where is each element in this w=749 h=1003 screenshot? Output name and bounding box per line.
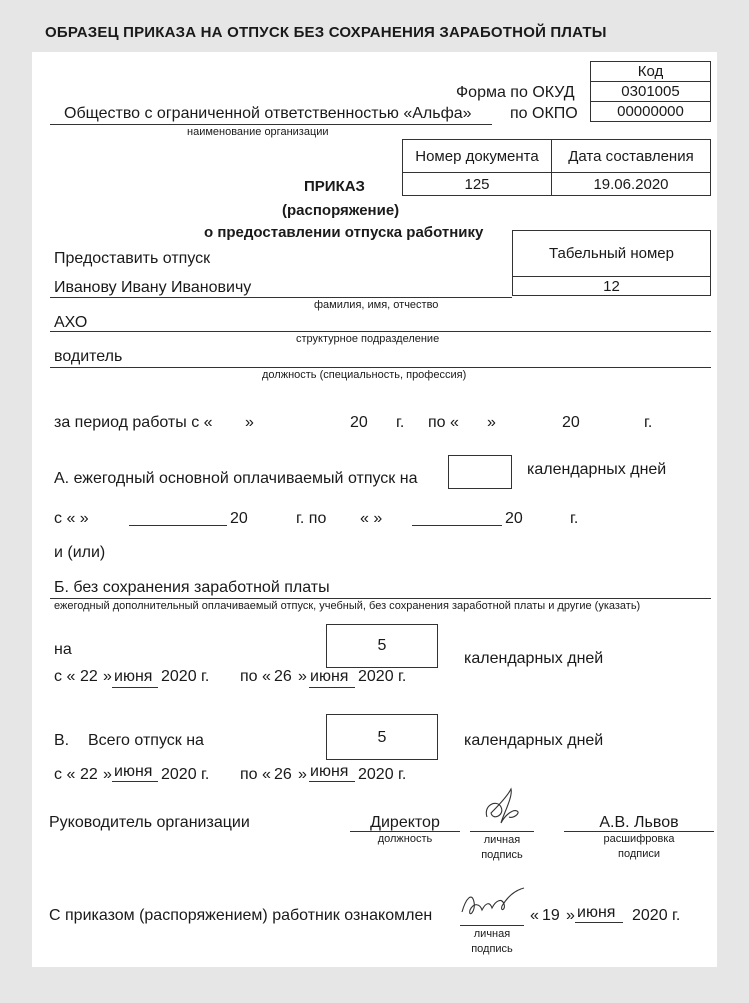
section-b-from-month-line <box>112 687 158 688</box>
period-po: по « <box>428 414 459 431</box>
ack-day: 19 <box>542 907 560 924</box>
ack-month-line <box>575 922 623 923</box>
section-v-to-month-line <box>309 781 355 782</box>
section-v-days: 5 <box>377 729 387 746</box>
ack-close-quote: » <box>566 907 575 924</box>
section-a-year-2: 20 <box>505 510 523 527</box>
doc-date: 19.06.2020 <box>552 173 711 196</box>
okud-label: Форма по ОКУД <box>456 84 575 101</box>
period-label: за период работы с « <box>54 414 213 431</box>
ack-sign-caption-2: подпись <box>471 943 513 955</box>
section-b-underline <box>50 598 711 599</box>
section-a-g-po: г. по <box>296 510 327 527</box>
order-title: ПРИКАЗ <box>304 178 365 195</box>
section-a-g-2: г. <box>570 510 579 527</box>
section-b-to-month: июня <box>310 668 349 685</box>
section-b-from-month: июня <box>114 668 153 685</box>
okpo-label: по ОКПО <box>510 105 578 122</box>
period-year-1: 20 <box>350 414 368 431</box>
section-b-days: 5 <box>377 637 387 654</box>
section-a-quote-2: « » <box>360 510 383 527</box>
ack-month: июня <box>577 904 616 921</box>
ack-open-quote: « <box>530 907 539 924</box>
section-v-to-year: 2020 г. <box>358 766 407 783</box>
organization-caption: наименование организации <box>187 126 329 138</box>
section-b-label: Б. без сохранения заработной платы <box>54 579 330 596</box>
tab-number-table <box>512 230 711 296</box>
tab-number-header: Табельный номер <box>513 231 711 277</box>
codes-header: Код <box>591 62 711 82</box>
section-v-from-open: с « <box>54 766 76 783</box>
position-caption: должность (специальность, профессия) <box>262 369 467 381</box>
head-position-line <box>350 831 460 832</box>
section-b-to-month-line <box>309 687 355 688</box>
section-a-month-1-line <box>129 525 227 526</box>
section-v-letter: В. <box>54 732 70 749</box>
section-b-to-close: » <box>298 668 307 685</box>
section-b-na: на <box>54 641 72 658</box>
okud-value: 0301005 <box>591 82 711 102</box>
position: водитель <box>54 348 123 365</box>
section-v-days-box <box>326 714 438 760</box>
section-b-from-day: 22 <box>80 668 98 685</box>
section-b-from-open: с « <box>54 668 76 685</box>
section-b-from-year: 2020 г. <box>161 668 210 685</box>
codes-table <box>590 61 711 122</box>
ack-label: С приказом (распоряжением) работник ознакомлен <box>49 907 433 924</box>
department-underline <box>50 331 711 332</box>
section-a-from: с « » <box>54 510 89 527</box>
section-v-from-day: 22 <box>80 766 98 783</box>
section-b-from-close: » <box>103 668 112 685</box>
section-a-days-label: календарных дней <box>527 461 667 478</box>
section-v-from-close: » <box>103 766 112 783</box>
period-close-quote-2: » <box>487 414 496 431</box>
grant-leave-label: Предоставить отпуск <box>54 250 211 267</box>
position-underline <box>50 367 711 368</box>
section-v-from-month-line <box>112 781 158 782</box>
document-number-table <box>402 139 711 196</box>
order-purpose: о предоставлении отпуска работнику <box>204 224 484 241</box>
section-b-to-day: 26 <box>274 668 292 685</box>
section-v-to-open: по « <box>240 766 271 783</box>
head-sign-caption-1: личная <box>483 834 521 846</box>
head-decode-caption-2: подписи <box>618 848 660 860</box>
section-b-to-open: по « <box>240 668 271 685</box>
employee-signature <box>458 884 530 924</box>
or-label: и (или) <box>54 544 106 561</box>
section-a-label: А. ежегодный основной оплачиваемый отпуск на <box>54 470 418 487</box>
doc-number-header: Номер документа <box>403 140 552 173</box>
section-v-to-month: июня <box>310 763 349 780</box>
ack-sign-line <box>460 925 524 926</box>
head-position-caption: должность <box>377 833 433 845</box>
department-caption: структурное подразделение <box>296 333 440 345</box>
order-subtitle: (распоряжение) <box>282 202 400 219</box>
head-signature <box>477 785 537 831</box>
employee-name-underline <box>50 297 512 298</box>
doc-number: 125 <box>403 173 552 196</box>
head-decode-line <box>564 831 714 832</box>
okpo-value: 00000000 <box>591 102 711 122</box>
head-decode: А.В. Львов <box>599 814 679 831</box>
section-a-days-box <box>448 455 512 489</box>
ack-year: 2020 г. <box>632 907 681 924</box>
employee-name: Иванову Ивану Ивановичу <box>54 279 252 296</box>
section-a-year-1: 20 <box>230 510 248 527</box>
section-a-month-2-line <box>412 525 502 526</box>
section-v-from-year: 2020 г. <box>161 766 210 783</box>
section-v-to-day: 26 <box>274 766 292 783</box>
employee-name-caption: фамилия, имя, отчество <box>314 299 439 311</box>
section-b-days-label: календарных дней <box>464 650 604 667</box>
head-decode-caption-1: расшифровка <box>603 833 675 845</box>
head-sign-caption-2: подпись <box>481 849 523 861</box>
department: АХО <box>54 314 88 331</box>
head-position: Директор <box>370 814 440 831</box>
section-v-label: Всего отпуск на <box>88 732 204 749</box>
section-b-days-box <box>326 624 438 668</box>
organization-underline <box>50 124 492 125</box>
period-year-2: 20 <box>562 414 580 431</box>
order-sheet <box>32 52 717 967</box>
tab-number: 12 <box>513 277 711 296</box>
doc-date-header: Дата составления <box>552 140 711 173</box>
head-sign-line <box>470 831 534 832</box>
document-heading: ОБРАЗЕЦ ПРИКАЗА НА ОТПУСК БЕЗ СОХРАНЕНИЯ ЗАРАБОТНОЙ ПЛАТЫ <box>45 24 607 41</box>
period-close-quote: » <box>245 414 254 431</box>
head-label: Руководитель организации <box>49 814 250 831</box>
organization-name: Общество с ограниченной ответственностью «Альфа» <box>64 105 472 122</box>
section-v-days-label: календарных дней <box>464 732 604 749</box>
section-b-to-year: 2020 г. <box>358 668 407 685</box>
period-g-1: г. <box>396 414 405 431</box>
section-v-from-month: июня <box>114 763 153 780</box>
period-g-2: г. <box>644 414 653 431</box>
section-b-caption: ежегодный дополнительный оплачиваемый отпуск, учебный, без сохранения заработной платы и другие (указать) <box>54 600 641 612</box>
section-v-to-close: » <box>298 766 307 783</box>
ack-sign-caption-1: личная <box>473 928 511 940</box>
